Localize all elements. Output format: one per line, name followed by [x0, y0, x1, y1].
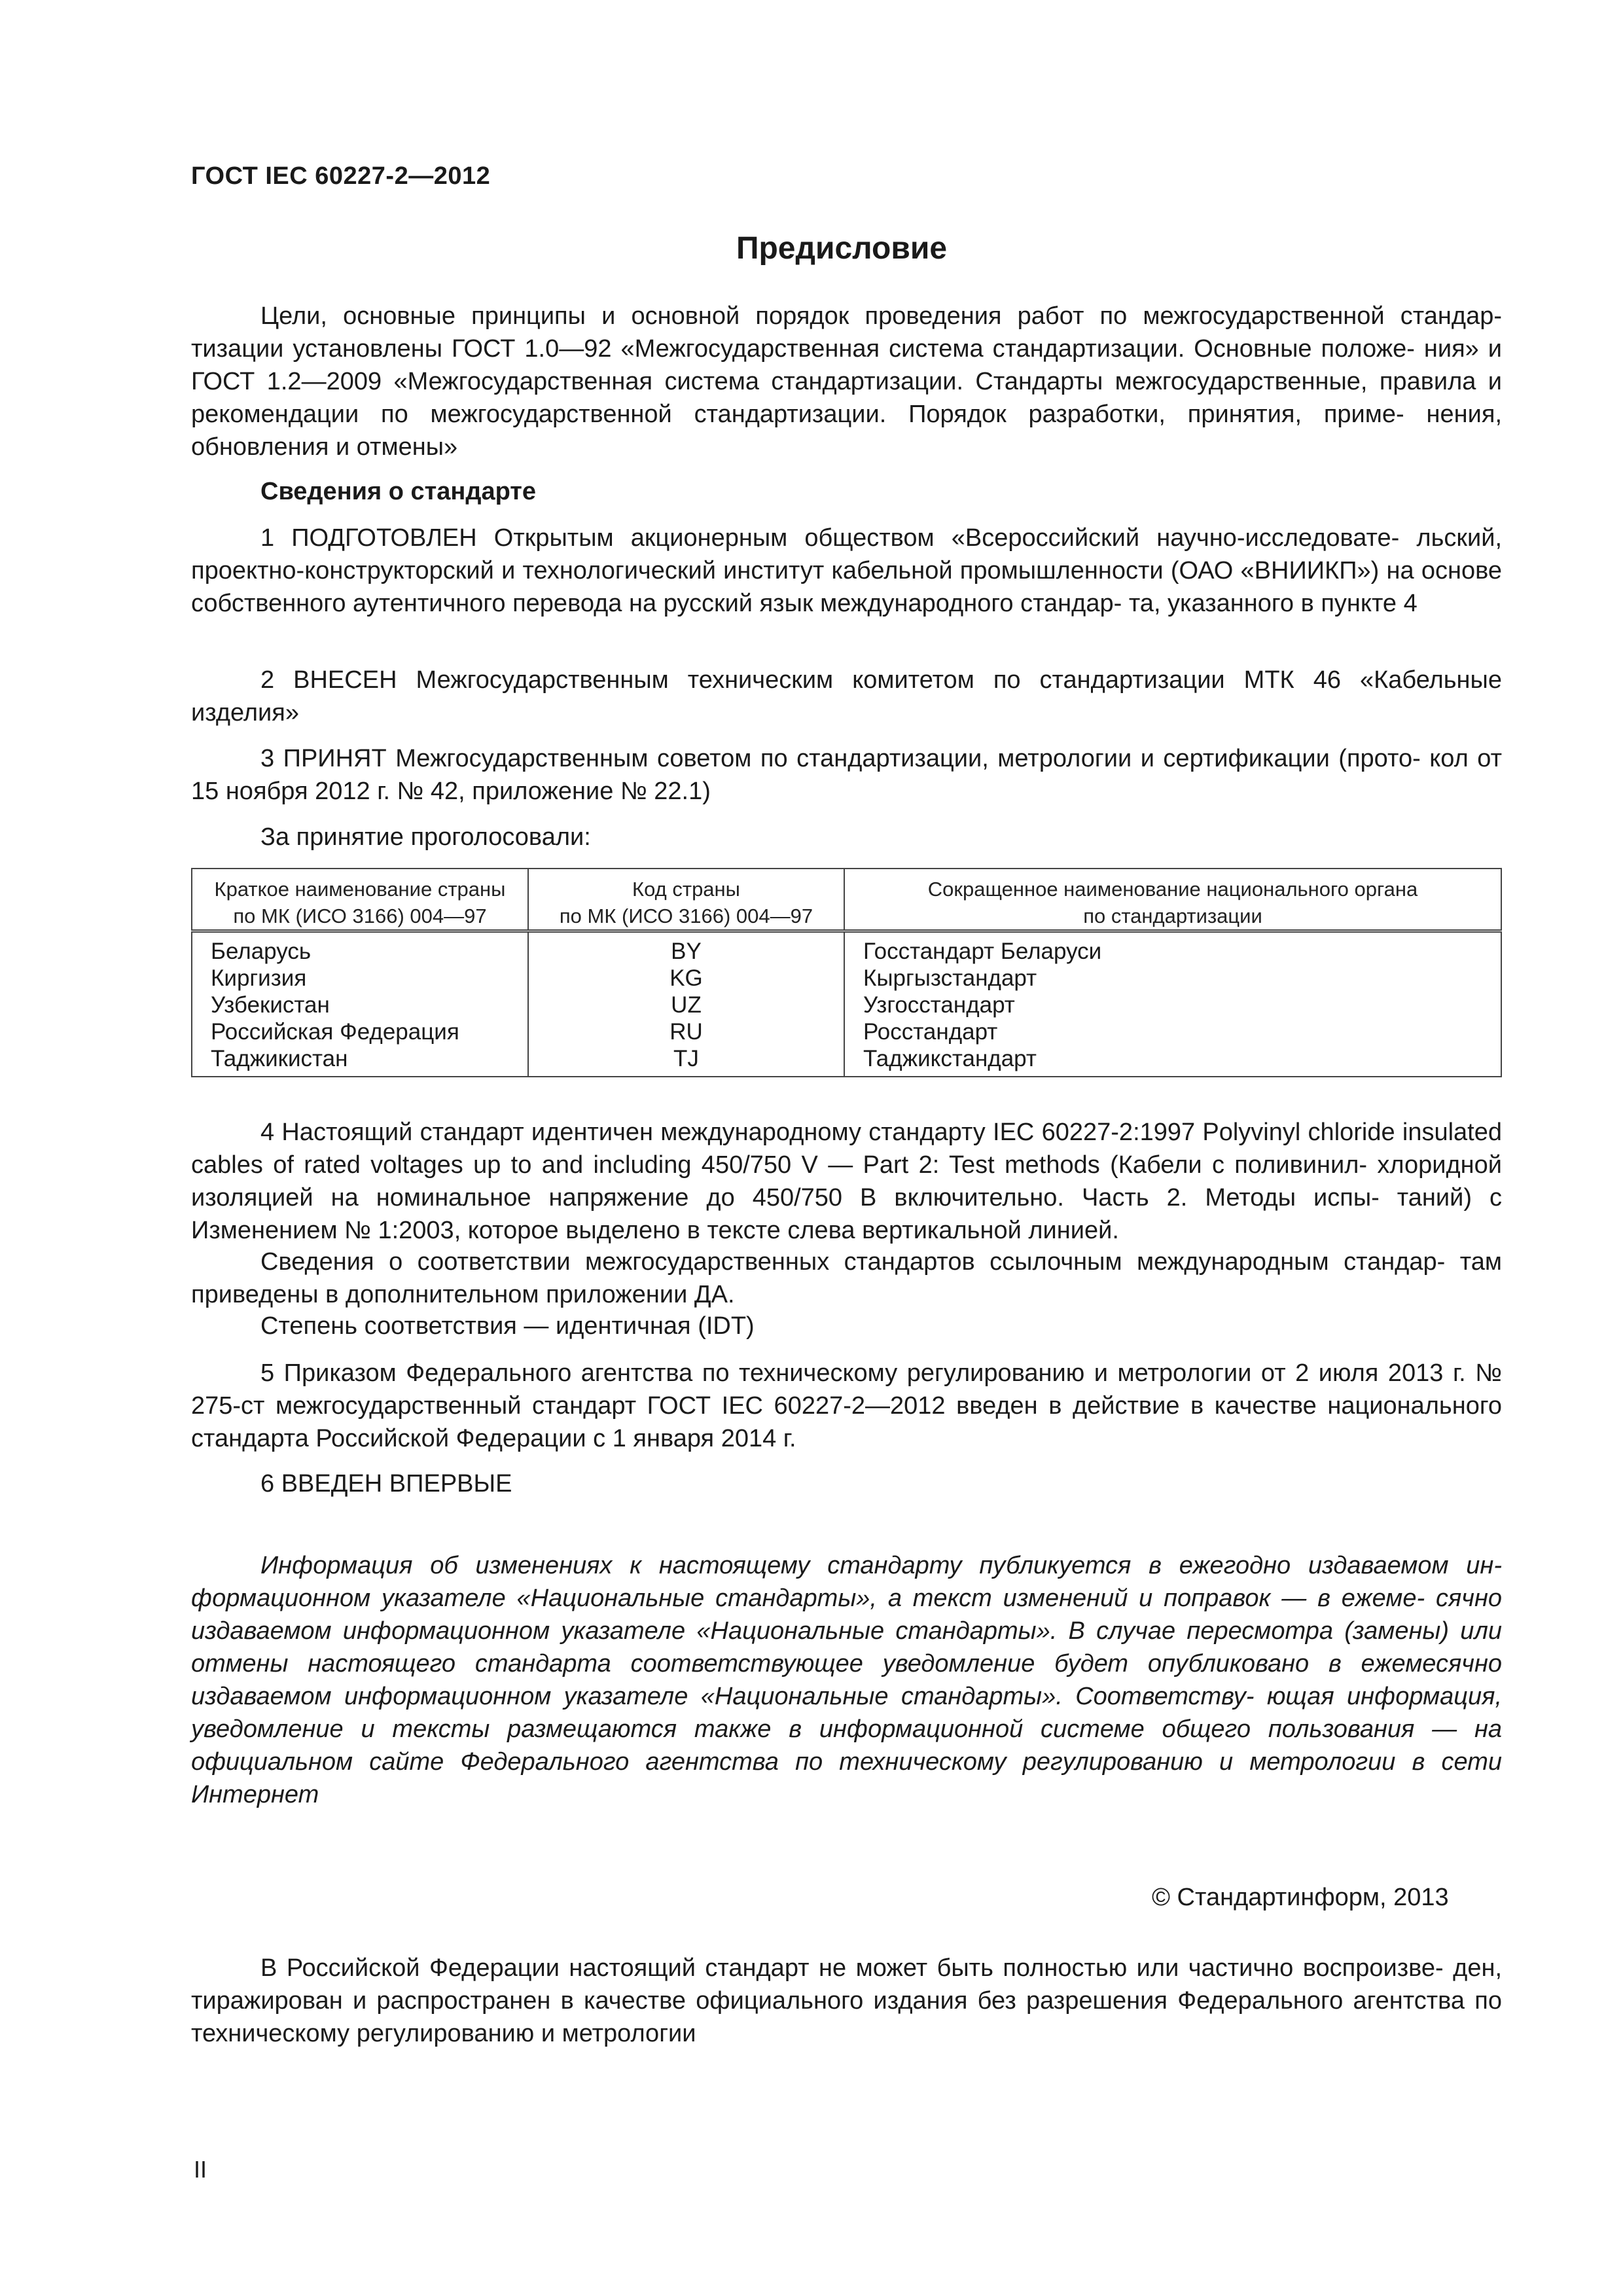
- text-line: изделия»: [191, 699, 299, 726]
- text-line: кол от 15 ноября 2012 г. № 42, приложение № 22.1): [191, 745, 1502, 805]
- code-cell: KG: [528, 965, 844, 992]
- text-line: в ежемесячно издаваемом информационном указателе «Национальные стандарты». Соответству-: [191, 1650, 1502, 1710]
- header-line: по стандартизации: [1083, 905, 1262, 927]
- text-line: там приведены в дополнительном приложении ДА.: [191, 1248, 1502, 1308]
- text-line: пользования — на официальном сайте Федерального агентства по техническому регулированию и: [191, 1715, 1502, 1776]
- item-4-reference-info: [191, 1246, 1502, 1311]
- header-line: по МК (ИСО 3166) 004—97: [233, 905, 487, 927]
- table-row: [192, 965, 1501, 992]
- body-cell: Росстандарт: [844, 1018, 1501, 1045]
- table-row: [192, 1018, 1501, 1045]
- table-row: [192, 992, 1501, 1018]
- text-line: ден, тиражирован и распространен в качестве официального издания без разрешения Федерального: [191, 1954, 1503, 2015]
- item-2-introduced: [191, 664, 1502, 729]
- text-line: Информация об изменениях к настоящему стандарту публикуется в ежегодно издаваемом ин-: [260, 1552, 1502, 1579]
- item-6-first-introduced: 6 ВВЕДЕН ВПЕРВЫЕ: [260, 1470, 512, 1498]
- reproduction-rights: [191, 1952, 1502, 2050]
- text-line: Цели, основные принципы и основной порядок проведения работ по межгосударственной стандар-: [260, 302, 1502, 330]
- body-cell: Таджикстандарт: [844, 1045, 1501, 1077]
- country-cell: Российская Федерация: [192, 1018, 528, 1045]
- table-row: [192, 1045, 1501, 1077]
- table-header-row: [192, 869, 1501, 931]
- column-header-country: [192, 869, 528, 931]
- table-row: [192, 931, 1501, 965]
- country-cell: Беларусь: [192, 931, 528, 965]
- header-line: Код страны: [632, 878, 740, 901]
- text-line: хлоридной изоляцией на номинальное напряжение до 450/750 В включительно. Часть 2. Методы испы-: [191, 1151, 1503, 1211]
- header-line: по МК (ИСО 3166) 004—97: [559, 905, 813, 927]
- body-cell: Госстандарт Беларуси: [844, 931, 1501, 965]
- code-cell: RU: [528, 1018, 844, 1045]
- text-line: В Российской Федерации настоящий стандарт не может быть полностью или частично воспроизве-: [260, 1954, 1444, 1982]
- section-title: Предисловие: [736, 231, 948, 266]
- copyright-notice: © Стандартинформ, 2013: [1152, 1884, 1449, 1911]
- item-1-prepared: [191, 522, 1502, 620]
- body-cell: Узгосстандарт: [844, 992, 1501, 1018]
- intro-paragraph: [191, 300, 1502, 463]
- document-code: ГОСТ IEC 60227-2—2012: [191, 162, 491, 190]
- text-line: 5 Приказом Федерального агентства по техническому регулированию и метрологии от 2 июля: [260, 1359, 1379, 1387]
- text-line: (замены) или отмены настоящего стандарта соответствующее уведомление будет опубликовано: [191, 1617, 1503, 1677]
- text-line: 2 ВНЕСЕН Межгосударственным техническим комитетом по стандартизации МТК 46 «Кабельные: [260, 666, 1502, 694]
- text-line: сячно издаваемом информационном указателе «Национальные стандарты». В случае пересмотра: [191, 1585, 1503, 1645]
- text-line: агентства по техническому регулированию и метрологии: [191, 1987, 1502, 2047]
- country-cell: Узбекистан: [192, 992, 528, 1018]
- text-line: ющая информация, уведомление и тексты размещаются также в информационной системе общего: [191, 1683, 1502, 1743]
- voting-table: [191, 868, 1502, 1077]
- voted-caption: За принятие проголосовали:: [260, 823, 591, 851]
- text-line: тизации установлены ГОСТ 1.0—92 «Межгосударственная система стандартизации. Основные положе-: [191, 335, 1415, 363]
- text-line: правила и рекомендации по межгосударственной стандартизации. Порядок разработки, принятия, приме-: [191, 368, 1502, 428]
- text-line: 2013 г. № 275-ст межгосударственный стандарт ГОСТ IEC 60227-2—2012 введен в действие в качестве: [191, 1359, 1502, 1420]
- item-5-order: [191, 1357, 1502, 1455]
- text-line: метрологии в сети Интернет: [191, 1748, 1503, 1808]
- text-line: та, указанного в пункте 4: [1128, 590, 1418, 617]
- text-line: insulated cables of rated voltages up to and including 450/750 V — Part 2: Test methods (Кабели с поливинил-: [191, 1119, 1502, 1179]
- column-header-body: [844, 869, 1501, 931]
- country-cell: Таджикистан: [192, 1045, 528, 1077]
- item-4-identical: [191, 1116, 1502, 1247]
- item-3-adopted: [191, 742, 1502, 808]
- code-cell: TJ: [528, 1045, 844, 1077]
- changes-notice: [191, 1549, 1502, 1811]
- text-line: льский, проектно-конструкторский и технологический институт кабельной промышленности (ОАО: [191, 524, 1502, 584]
- text-line: таний) с Изменением № 1:2003, которое выделено в тексте слева вертикальной линией.: [191, 1184, 1502, 1244]
- code-cell: UZ: [528, 992, 844, 1018]
- item-4-degree: Степень соответствия — идентичная (IDT): [260, 1312, 755, 1340]
- page-number: II: [194, 2156, 207, 2183]
- column-header-code: [528, 869, 844, 931]
- text-line: национального стандарта Российской Федерации с 1 января 2014 г.: [191, 1392, 1502, 1452]
- text-line: 4 Настоящий стандарт идентичен международному стандарту IEC 60227-2:1997 Polyvinyl chloride: [260, 1119, 1395, 1146]
- header-line: Краткое наименование страны: [214, 878, 506, 901]
- country-cell: Киргизия: [192, 965, 528, 992]
- code-cell: BY: [528, 931, 844, 965]
- text-line: нения, обновления и отмены»: [191, 401, 1502, 461]
- text-line: Сведения о соответствии межгосударственных стандартов ссылочным международным стандар-: [260, 1248, 1446, 1276]
- text-line: 3 ПРИНЯТ Межгосударственным советом по стандартизации, метрологии и сертификации (прото-: [260, 745, 1421, 772]
- text-line: ния» и ГОСТ 1.2—2009 «Межгосударственная система стандартизации. Стандарты межгосударственные,: [191, 335, 1503, 395]
- header-line: Сокращенное наименование национального органа: [927, 878, 1418, 901]
- text-line: формационном указателе «Национальные стандарты», а текст изменений и поправок — в ежеме-: [191, 1585, 1425, 1612]
- standard-info-heading: Сведения о стандарте: [260, 478, 537, 505]
- text-line: 1 ПОДГОТОВЛЕН Открытым акционерным обществом «Всероссийский научно-исследовате-: [260, 524, 1400, 552]
- text-line: «ВНИИКП») на основе собственного аутентичного перевода на русский язык международного стандар-: [191, 557, 1503, 617]
- body-cell: Кыргызстандарт: [844, 965, 1501, 992]
